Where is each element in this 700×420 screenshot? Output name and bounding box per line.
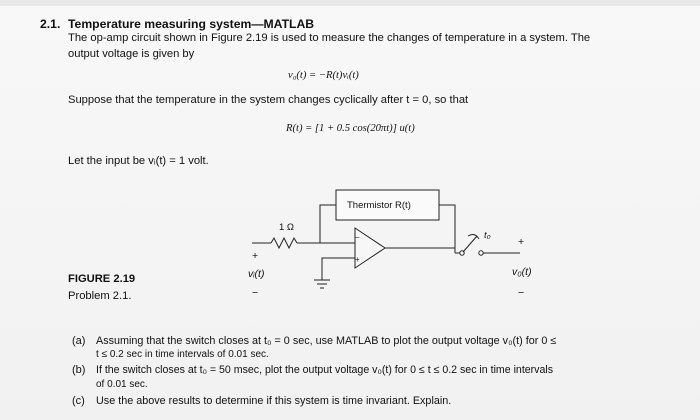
output-voltage-label: v₀(t) [512, 266, 532, 278]
intro-line-1: The op-amp circuit shown in Figure 2.19 is used to measure the changes of temperature in a system. The [68, 32, 591, 44]
thermistor-label: Thermistor R(t) [347, 200, 411, 211]
part-b-line-2: of 0.01 sec. [96, 379, 148, 390]
feedback-wire-left [320, 205, 336, 243]
part-a-label: (a) [72, 335, 86, 347]
switch-arrow [468, 235, 479, 239]
output-minus-sign: − [518, 287, 525, 299]
input-minus-sign: − [252, 287, 259, 299]
equation-resistance: R(t) = [1 + 0.5 cos(20πt)] u(t) [286, 123, 415, 134]
switch-time-label: t₀ [484, 230, 491, 241]
part-c-line-1: Use the above results to determine if this system is time invariant. Explain. [96, 395, 452, 407]
resistor-zigzag [271, 238, 297, 248]
opamp-plus-sign: + [355, 255, 360, 264]
noninverting-wire [322, 258, 355, 280]
problem-title: Temperature measuring system—MATLAB [68, 17, 315, 31]
feedback-wire-right [439, 205, 455, 253]
part-b-label: (b) [72, 364, 86, 376]
suppose-text: Suppose that the temperature in the system changes cyclically after t = 0, so that [68, 94, 469, 106]
intro-line-2: output voltage is given by [68, 48, 195, 60]
part-a-line-1: Assuming that the switch closes at t₀ = 0 sec, use MATLAB to plot the output voltage v₀(t) for 0 ≤ [96, 335, 557, 347]
switch-contact-right [479, 251, 483, 255]
input-text: Let the input be vᵢ(t) = 1 volt. [68, 155, 209, 167]
part-a-line-2: t ≤ 0.2 sec in time intervals of 0.01 sec. [96, 349, 269, 360]
opamp-minus-sign: − [355, 233, 360, 242]
input-voltage-label: vᵢ(t) [248, 268, 265, 280]
part-b-line-1: If the switch closes at t₀ = 50 msec, plot the output voltage v₀(t) for 0 ≤ t ≤ 0.2 sec in time intervals [96, 364, 554, 376]
input-plus-sign: + [252, 250, 259, 262]
resistor-label: 1 Ω [279, 222, 295, 233]
part-c-label: (c) [72, 395, 85, 407]
figure-label: FIGURE 2.19 [68, 273, 136, 285]
figure-caption: Problem 2.1. [68, 290, 132, 302]
problem-number: 2.1. [40, 17, 61, 31]
switch-blade [463, 236, 477, 252]
equation-output-voltage: v₀(t) = −R(t)vᵢ(t) [288, 70, 359, 81]
output-plus-sign: + [518, 236, 525, 248]
